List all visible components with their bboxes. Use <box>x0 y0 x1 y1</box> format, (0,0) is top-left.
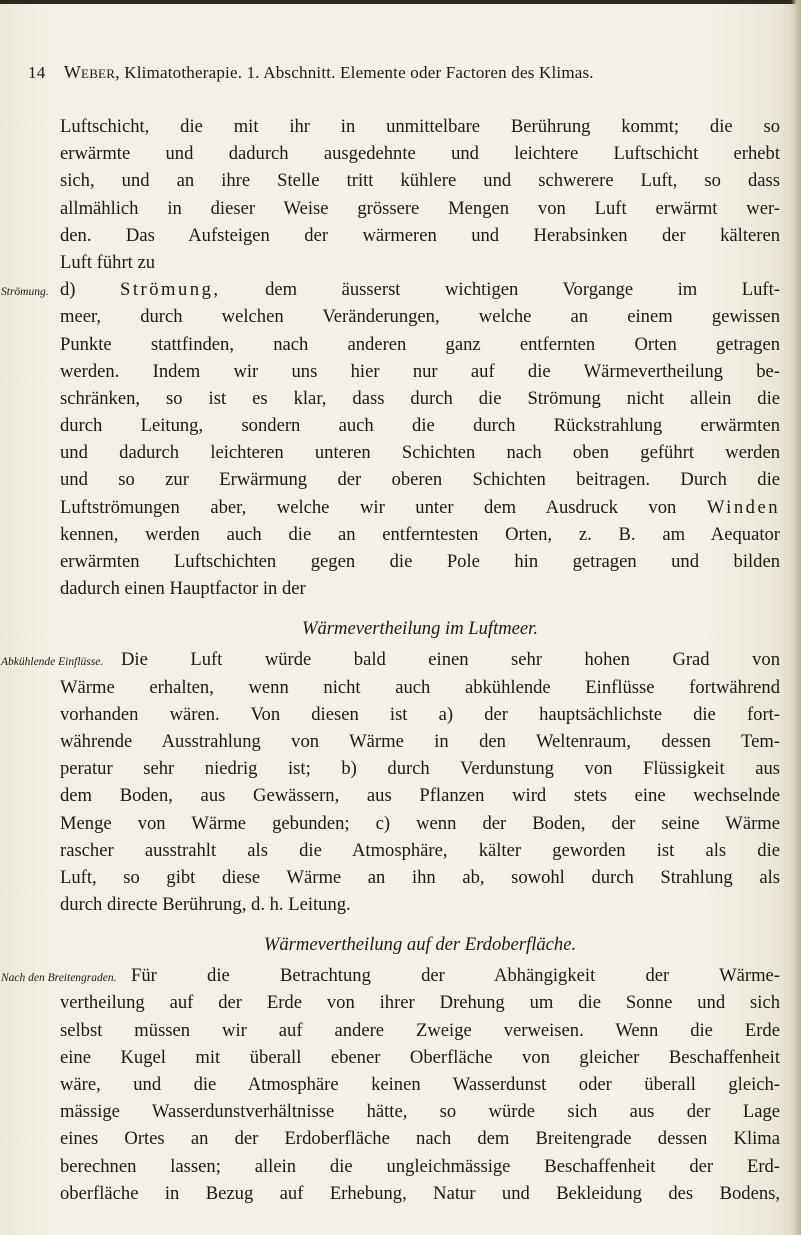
header-title: Klimatotherapie. 1. Abschnitt. Elemente oder Factoren des Klimas. <box>124 63 594 82</box>
text-line: kennen, werden auch die an entferntesten Orten, z. B. am Aequator <box>60 523 780 545</box>
text-line: dadurch einen Hauptfactor in der <box>60 578 306 600</box>
text-line: durch directe Berührung, d. h. Leitung. <box>60 894 351 916</box>
marginal-note-breitengraden: Nach den Breitengraden. <box>1 972 117 985</box>
text-line: währende Ausstrahlung von Wärme in den Weltenraum, dessen Tem- <box>60 730 780 752</box>
text-line: peratur sehr niedrig ist; b) durch Verdunstung von Flüssigkeit aus <box>60 758 780 780</box>
text-line: eines Ortes an der Erdoberfläche nach dem Breitengrade dessen Klima <box>60 1128 780 1150</box>
stroemung-first-line <box>1 276 780 303</box>
text-line: Menge von Wärme gebunden; c) wenn der Boden, der seine Wärme <box>60 812 780 834</box>
text-line: schränken, so ist es klar, dass durch die Strömung nicht allein die <box>60 387 780 409</box>
text-line: und so zur Erwärmung der oberen Schichten beitragen. Durch die <box>60 469 780 491</box>
header-author: Weber, <box>63 62 120 82</box>
text-fragment: Für die Betrachtung der Abhängigkeit der Wärme- <box>131 965 780 987</box>
text-line: vertheilung auf der Erde von ihrer Drehung um die Sonne und sich <box>60 992 780 1014</box>
spaced-term-stroemung: Strömung, <box>120 279 221 301</box>
text-line: den. Das Aufsteigen der wärmeren und Herabsinken der kälteren <box>60 224 780 246</box>
page-number: 14 <box>28 63 46 82</box>
text-line: Wärme erhalten, wenn nicht auch abkühlende Einflüsse fortwährend <box>60 676 780 698</box>
text-line: selbst müssen wir auf andere Zweige verweisen. Wenn die Erde <box>60 1019 780 1041</box>
text-line: und dadurch leichteren unteren Schichten nach oben geführt werden <box>60 442 780 464</box>
text-line: Luftschicht, die mit ihr in unmittelbare Berührung kommt; die so <box>60 116 780 137</box>
text-line: oberfläche in Bezug auf Erhebung, Natur und Bekleidung des Bodens, <box>60 1182 780 1204</box>
text-line: werden. Indem wir uns hier nur auf die Wärmevertheilung be- <box>60 360 780 382</box>
text-line: Punkte stattfinden, nach anderen ganz entfernten Orten getragen <box>60 333 780 355</box>
text-line: mässige Wasserdunstverhältnisse hätte, so würde sich aus der Lage <box>60 1101 780 1123</box>
text-line: erwärmten Luftschichten gegen die Pole hin getragen und bilden <box>60 551 780 572</box>
text-fragment: dem äusserst wichtigen Vorgange im Luft- <box>265 279 780 301</box>
text-line: rascher ausstrahlt als die Atmosphäre, kälter geworden ist als die <box>60 839 780 861</box>
text-line: Luft führt zu <box>60 251 156 273</box>
text-line: vorhanden wären. Von diesen ist a) der hauptsächlichste die fort- <box>60 703 780 725</box>
page-edge-shadow <box>791 0 801 1235</box>
text-line: eine Kugel mit überall ebener Oberfläche von gleicher Beschaffenheit <box>60 1046 780 1068</box>
text-line: durch Leitung, sondern auch die durch Rückstrahlung erwärmten <box>60 415 780 437</box>
section-heading-luftmeer: Wärmevertheilung im Luftmeer. <box>302 618 538 640</box>
text-line: meer, durch welchen Veränderungen, welche an einem gewissen <box>60 306 780 328</box>
running-header <box>28 62 594 83</box>
text-line: erwärmte und dadurch ausgedehnte und leichtere Luftschicht erhebt <box>60 143 780 165</box>
text-line: allmählich in dieser Weise grössere Mengen von Luft erwärmt wer- <box>60 197 780 219</box>
marginal-note-stroemung: Strömung. <box>1 286 49 299</box>
text-line: Luft, so gibt diese Wärme an ihn ab, sowohl durch Strahlung als <box>60 866 780 888</box>
text-line: sich, und an ihre Stelle tritt kühlere und schwerere Luft, so dass <box>60 170 780 192</box>
marginal-note-abkuehlende: Abkühlende Einflüsse. <box>1 656 104 669</box>
text-line: dem Boden, aus Gewässern, aus Pflanzen wird stets eine wechselnde <box>60 785 780 807</box>
text-fragment: Die Luft würde bald einen sehr hohen Grad von <box>121 649 780 671</box>
luftmeer-first-line <box>1 646 780 673</box>
text-line: berechnen lassen; allein die ungleichmässige Beschaffenheit der Erd- <box>60 1155 780 1177</box>
section-heading-erdoberflaeche: Wärmevertheilung auf der Erdoberfläche. <box>263 934 577 956</box>
spaced-term-winden: Winden <box>706 496 780 518</box>
erdoberflaeche-first-line <box>1 962 780 989</box>
winden-line <box>60 494 780 521</box>
top-border <box>0 0 801 4</box>
body-text <box>1 113 780 1207</box>
text-line: wäre, und die Atmosphäre keinen Wasserdunst oder überall gleich- <box>60 1074 780 1095</box>
item-label: d) <box>60 279 76 301</box>
text-fragment: Luftströmungen aber, welche wir unter dem Ausdruck von <box>60 496 677 518</box>
